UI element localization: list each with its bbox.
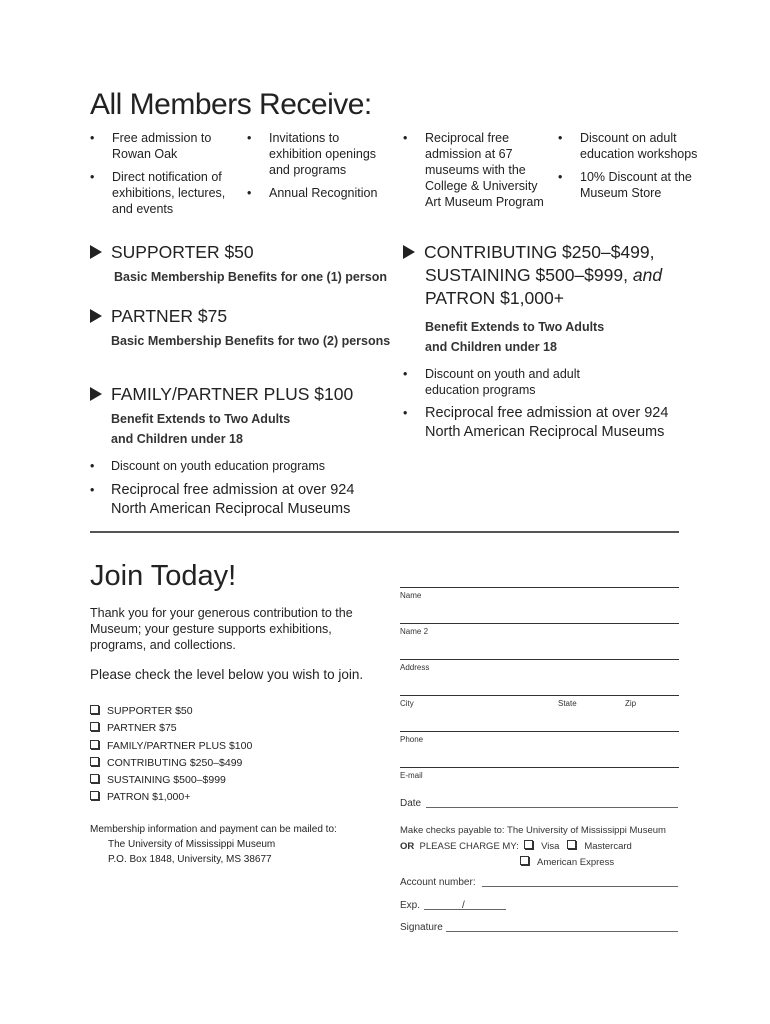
- bullet-icon: •: [403, 406, 408, 420]
- mailing-info: Membership information and payment can be mailed to: The University of Mississippi Museum P.O. Box 1848, University, MS 38677: [90, 824, 337, 865]
- bullet-icon: •: [403, 131, 408, 145]
- option-contributing[interactable]: CONTRIBUTING $250–$499: [90, 755, 252, 772]
- bullet-icon: •: [558, 131, 563, 145]
- checkbox[interactable]: [90, 774, 99, 783]
- checkbox[interactable]: [90, 722, 99, 731]
- benefit-item: • Invitations to exhibition openings and programs: [247, 131, 377, 177]
- name2-label: Name 2: [400, 627, 429, 636]
- exp-label: Exp.: [400, 900, 421, 911]
- family-bullet-1: • Discount on youth education programs: [90, 459, 326, 473]
- option-patron[interactable]: PATRON $1,000+: [90, 789, 252, 806]
- benefit-item: • Free admission to Rowan Oak: [90, 131, 212, 161]
- bullet-icon: •: [558, 170, 563, 184]
- checkbox[interactable]: [90, 705, 99, 714]
- checkbox[interactable]: [90, 791, 99, 800]
- family-description-1: Benefit Extends to Two Adults: [111, 412, 291, 426]
- benefit-item: • Annual Recognition: [247, 186, 378, 200]
- contributing-bullet-1: • Discount on youth and adult education programs: [403, 367, 580, 397]
- charge-line: OR PLEASE CHARGE MY: Visa Mastercard: [400, 841, 632, 852]
- exp-separator: /: [462, 900, 465, 911]
- benefits-column-1: [90, 130, 230, 224]
- account-field[interactable]: [482, 886, 678, 887]
- email-label: E-mail: [400, 771, 423, 780]
- account-label: Account number:: [400, 877, 476, 888]
- option-sustaining[interactable]: SUSTAINING $500–$999: [90, 772, 252, 789]
- level-partner: PARTNER $75: [90, 305, 227, 328]
- bullet-icon: •: [247, 186, 252, 200]
- checks-payable-text: Make checks payable to: The University of Mississippi Museum: [400, 825, 666, 836]
- bullet-icon: •: [247, 131, 252, 145]
- visa-checkbox[interactable]: [524, 840, 533, 849]
- benefit-item: • Discount on adult education workshops: [558, 131, 698, 161]
- benefit-item: • Direct notification of exhibitions, lectures, and events: [90, 170, 226, 216]
- bullet-icon: •: [90, 483, 95, 497]
- join-title: Join Today!: [90, 560, 237, 592]
- family-description-2: and Children under 18: [111, 432, 243, 446]
- zip-label: Zip: [625, 699, 637, 708]
- date-field[interactable]: [426, 807, 678, 808]
- level-contributing: CONTRIBUTING $250–$499, SUSTAINING $500–$999, and PATRON $1,000+: [403, 241, 662, 310]
- contributing-bullet-2: • Reciprocal free admission at over 924 North American Reciprocal Museums: [403, 405, 669, 440]
- city-state-zip-field[interactable]: [400, 695, 679, 696]
- triangle-arrow-icon: [403, 245, 415, 259]
- phone-label: Phone: [400, 735, 424, 744]
- bullet-icon: •: [403, 367, 408, 381]
- address-label: Address: [400, 663, 430, 672]
- benefits-column-3: [403, 130, 551, 217]
- thank-you-text: Thank you for your generous contribution to the Museum; your gesture supports exhibitions, programs, and collections.: [90, 606, 353, 652]
- contributing-description-1: Benefit Extends to Two Adults: [425, 320, 605, 334]
- name-label: Name: [400, 591, 422, 600]
- contributing-description-2: and Children under 18: [425, 340, 557, 354]
- amex-option: American Express: [520, 856, 614, 868]
- level-supporter: SUPPORTER $50: [90, 241, 254, 264]
- option-partner[interactable]: PARTNER $75: [90, 720, 252, 737]
- option-supporter[interactable]: SUPPORTER $50: [90, 703, 252, 720]
- instruction-text: Please check the level below you wish to join.: [90, 667, 364, 682]
- state-label: State: [558, 699, 577, 708]
- level-checkbox-list: [90, 703, 252, 807]
- name2-field[interactable]: [400, 623, 679, 624]
- page-heading: All Members Receive:: [90, 88, 372, 121]
- triangle-arrow-icon: [90, 387, 102, 401]
- section-divider: [90, 531, 679, 533]
- triangle-arrow-icon: [90, 309, 102, 323]
- signature-label: Signature: [400, 922, 443, 933]
- option-family[interactable]: FAMILY/PARTNER PLUS $100: [90, 738, 252, 755]
- checkbox[interactable]: [90, 740, 99, 749]
- partner-description: Basic Membership Benefits for two (2) persons: [111, 334, 391, 348]
- date-label: Date: [400, 798, 422, 809]
- signature-field[interactable]: [446, 931, 678, 932]
- mastercard-checkbox[interactable]: [567, 840, 576, 849]
- family-bullet-2: • Reciprocal free admission at over 924 North American Reciprocal Museums: [90, 482, 355, 517]
- benefits-column-4: [558, 130, 708, 208]
- bullet-icon: •: [90, 170, 95, 184]
- email-field[interactable]: [400, 767, 679, 768]
- name-field[interactable]: [400, 587, 679, 588]
- triangle-arrow-icon: [90, 245, 102, 259]
- checkbox[interactable]: [90, 757, 99, 766]
- bullet-icon: •: [90, 459, 95, 473]
- bullet-icon: •: [90, 131, 95, 145]
- benefit-item: • 10% Discount at the Museum Store: [558, 170, 692, 200]
- address-field[interactable]: [400, 659, 679, 660]
- exp-field[interactable]: [424, 909, 506, 910]
- level-family: FAMILY/PARTNER PLUS $100: [90, 383, 353, 406]
- amex-checkbox[interactable]: [520, 856, 529, 865]
- benefit-item: • Reciprocal free admission at 67 museums with the College & University Art Museum Program: [403, 131, 544, 209]
- phone-field[interactable]: [400, 731, 679, 732]
- city-label: City: [400, 699, 414, 708]
- supporter-description: Basic Membership Benefits for one (1) person: [114, 270, 387, 284]
- benefits-column-2: [247, 130, 387, 208]
